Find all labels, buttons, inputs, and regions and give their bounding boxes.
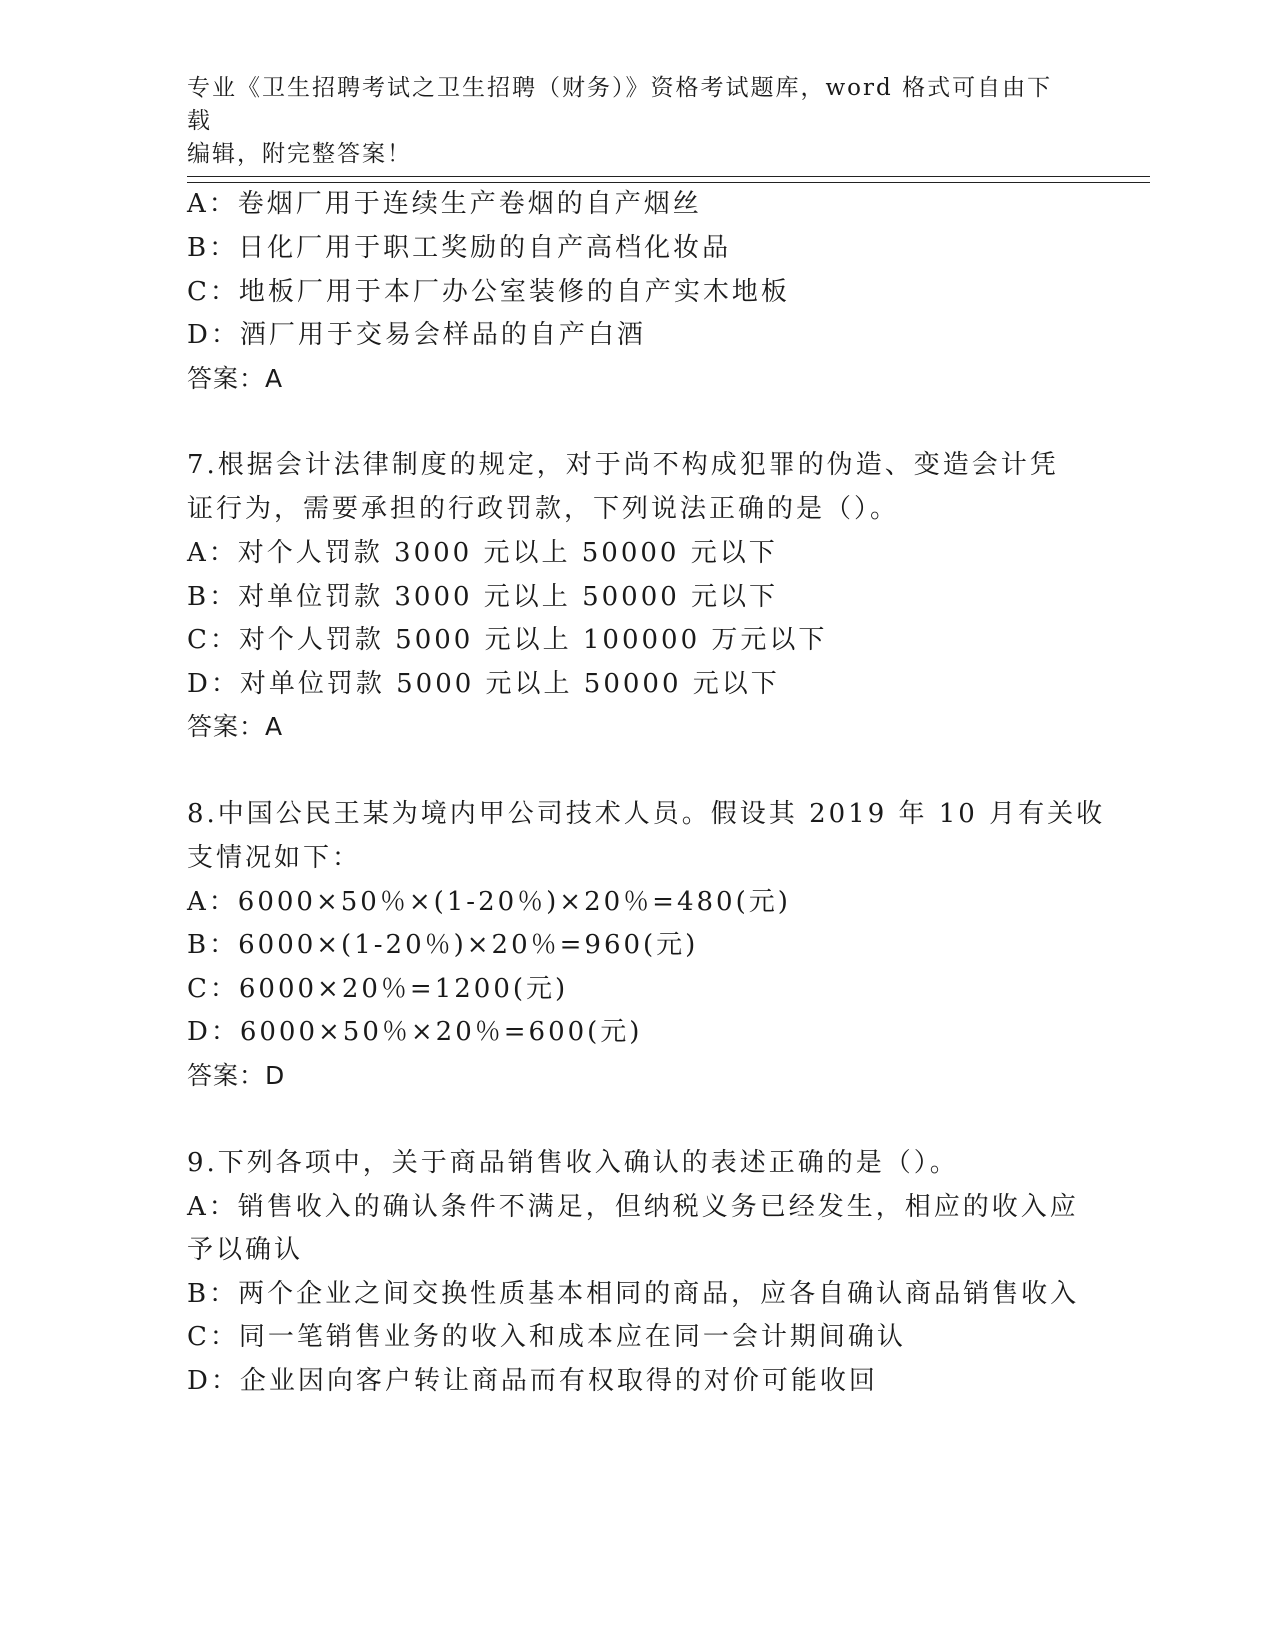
q9-option-a-line-2: 予以确认 xyxy=(187,1235,304,1265)
q7-option-d: D：对单位罚款 5000 元以上 50000 元以下 xyxy=(187,669,780,699)
q8-option-a: A：6000×50％×(1-20％)×20％=480(元) xyxy=(187,887,791,917)
header-line-1: 专业《卫生招聘考试之卫生招聘（财务）》资格考试题库，word 格式可自由下载 xyxy=(187,75,1053,134)
q7-stem-line-1: 7.根据会计法律制度的规定，对于尚不构成犯罪的伪造、变造会计凭 xyxy=(187,450,1059,480)
q8-option-c: C：6000×20％=1200(元) xyxy=(187,974,569,1004)
q9-stem-line-1: 9.下列各项中，关于商品销售收入确认的表述正确的是（）。 xyxy=(187,1148,959,1178)
q7-option-a: A：对个人罚款 3000 元以上 50000 元以下 xyxy=(187,538,778,568)
q8-answer: 答案：D xyxy=(187,1061,286,1090)
q8-option-b: B：6000×(1-20％)×20％=960(元) xyxy=(187,930,699,960)
header-divider-bottom xyxy=(187,182,1150,183)
q6-option-a: A：卷烟厂用于连续生产卷烟的自产烟丝 xyxy=(187,189,702,219)
q9-option-b: B：两个企业之间交换性质基本相同的商品，应各自确认商品销售收入 xyxy=(187,1279,1080,1309)
q7-option-b: B：对单位罚款 3000 元以上 50000 元以下 xyxy=(187,582,779,612)
q6-option-b: B：日化厂用于职工奖励的自产高档化妆品 xyxy=(187,233,732,263)
q9-option-a-line-1: A：销售收入的确认条件不满足，但纳税义务已经发生，相应的收入应 xyxy=(187,1192,1079,1222)
q6-option-c: C：地板厂用于本厂办公室装修的自产实木地板 xyxy=(187,277,790,307)
document-header xyxy=(187,72,1067,171)
q7-option-c: C：对个人罚款 5000 元以上 100000 万元以下 xyxy=(187,625,828,655)
header-divider-top xyxy=(187,176,1150,177)
q8-stem-line-1: 8.中国公民王某为境内甲公司技术人员。假设其 2019 年 10 月有关收 xyxy=(187,799,1106,829)
q9-option-c: C：同一笔销售业务的收入和成本应在同一会计期间确认 xyxy=(187,1322,906,1352)
q7-stem-line-2: 证行为，需要承担的行政罚款，下列说法正确的是（）。 xyxy=(187,494,900,524)
q6-answer: 答案：A xyxy=(187,364,284,393)
q7-answer: 答案：A xyxy=(187,712,284,741)
q9-option-d: D：企业因向客户转让商品而有权取得的对价可能收回 xyxy=(187,1366,878,1396)
header-line-2: 编辑，附完整答案！ xyxy=(187,141,412,167)
q8-option-d: D：6000×50％×20％=600(元) xyxy=(187,1017,643,1047)
q6-option-d: D：酒厂用于交易会样品的自产白酒 xyxy=(187,320,646,350)
q8-stem-line-2: 支情况如下： xyxy=(187,843,362,873)
